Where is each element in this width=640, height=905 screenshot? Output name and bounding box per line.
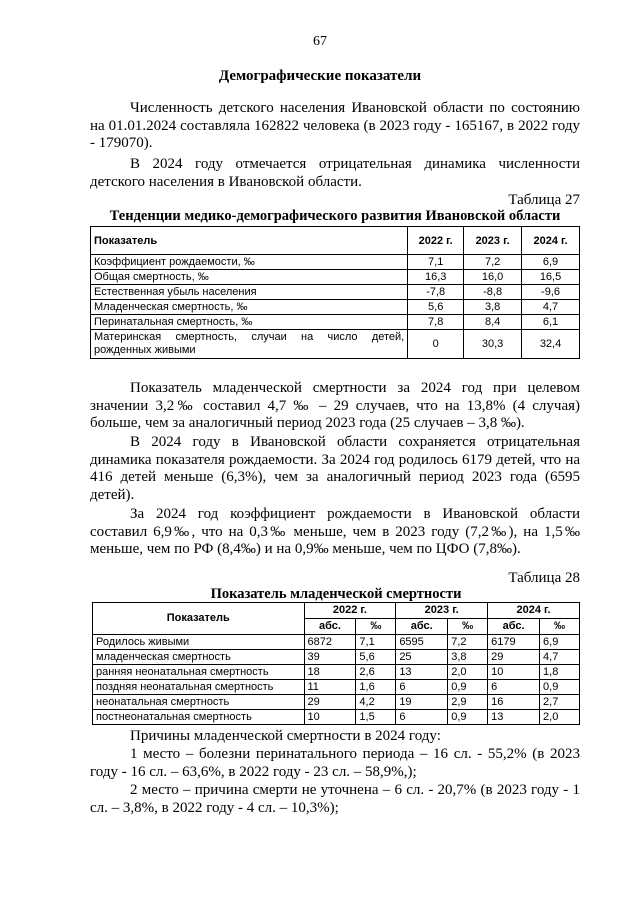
table27-cell: 7,8: [408, 315, 464, 330]
table28-cell: Родилось живыми: [93, 635, 305, 650]
table27-cell: 30,3: [464, 330, 522, 359]
table28-cell: 1,6: [356, 680, 396, 695]
paragraph-6: Причины младенческой смертности в 2024 году:: [130, 728, 441, 744]
table27-cell: 16,5: [522, 270, 580, 285]
table28-cell: 2,9: [448, 695, 488, 710]
paragraph-8: 2 место – причина смерти не уточнена – 6 сл. - 20,7% (в 2023 году - 1 сл. – 3,8%, в 2022 году - 4 сл. – 10,3%);: [90, 782, 580, 816]
table27-cell: -8,8: [464, 285, 522, 300]
table28-cell: 4,7: [540, 650, 580, 665]
table28-cell: 3,8: [448, 650, 488, 665]
table28-header-cell: Показатель: [93, 603, 305, 635]
page-number: 67: [313, 34, 327, 49]
table27-header-cell: Показатель: [91, 227, 408, 255]
table28-cell: 13: [488, 710, 540, 725]
table28-cell: 39: [304, 650, 356, 665]
table27-cell: -7,8: [408, 285, 464, 300]
table28-cell: 19: [396, 695, 448, 710]
table27-cell: 16,3: [408, 270, 464, 285]
table28-cell: 5,6: [356, 650, 396, 665]
table28-cell: 6872: [304, 635, 356, 650]
table27-cell: Естественная убыль населения: [91, 285, 408, 300]
table28-cell: 0,9: [448, 710, 488, 725]
table27-header-cell: 2024 г.: [522, 227, 580, 255]
table28-cell: 16: [488, 695, 540, 710]
table28-cell: 1,8: [540, 665, 580, 680]
table28-year-header: 2023 г.: [396, 603, 488, 619]
table27-cell: Перинатальная смертность, ‰: [91, 315, 408, 330]
table27-header-cell: 2023 г.: [464, 227, 522, 255]
table28-subheader-cell: абс.: [304, 619, 356, 635]
table28-subheader-cell: абс.: [396, 619, 448, 635]
table28-cell: 7,1: [356, 635, 396, 650]
table28-cell: 10: [304, 710, 356, 725]
table-row: [91, 330, 580, 359]
table-row: [91, 315, 580, 330]
table28-cell: 6: [488, 680, 540, 695]
table28-cell: 6595: [396, 635, 448, 650]
table28-title: Показатель младенческой смертности: [210, 586, 462, 602]
table27-cell: 8,4: [464, 315, 522, 330]
table28: [92, 602, 580, 725]
paragraph-7: 1 место – болезни перинатального периода – 16 сл. - 55,2% (в 2023 году - 16 сл. – 63,6%, в 2022 году - 23 сл. – 58,9%,);: [90, 746, 580, 780]
table27-cell: 7,2: [464, 255, 522, 270]
table28-cell: 18: [304, 665, 356, 680]
table28-cell: 2,6: [356, 665, 396, 680]
table28-cell: ранняя неонатальная смертность: [93, 665, 305, 680]
table28-cell: 7,2: [448, 635, 488, 650]
table-row: [91, 285, 580, 300]
paragraph-5: За 2024 год коэффициент рождаемости в Ивановской области составил 6,9‰, что на 0,3‰ меньше, чем в 2023 году (7,2‰), на 1,5‰ меньше, чем по РФ (8,4‰) и на 0,9‰ меньше, чем по ЦФО (7,8‰).: [90, 506, 580, 557]
table28-year-header: 2022 г.: [304, 603, 396, 619]
table28-subheader-cell: ‰: [540, 619, 580, 635]
table28-cell: 2,7: [540, 695, 580, 710]
table28-cell: 0,9: [448, 680, 488, 695]
table27-header-cell: 2022 г.: [408, 227, 464, 255]
table28-cell: постнеонатальная смертность: [93, 710, 305, 725]
table27-cell: Общая смертность, ‰: [91, 270, 408, 285]
table28-cell: 29: [488, 650, 540, 665]
table28-cell: 6179: [488, 635, 540, 650]
table-row: [93, 635, 580, 650]
table-row: [93, 710, 580, 725]
table27-header-row: [91, 227, 580, 255]
table27-cell: 4,7: [522, 300, 580, 315]
table-row: [93, 680, 580, 695]
table28-year-header: 2024 г.: [488, 603, 580, 619]
table28-cell: 1,5: [356, 710, 396, 725]
paragraph-2: В 2024 году отмечается отрицательная динамика численности детского населения в Ивановской области.: [90, 156, 580, 190]
table28-cell: 6: [396, 680, 448, 695]
paragraph-1: Численность детского населения Ивановской области по состоянию на 01.01.2024 составляла 162822 человека (в 2023 году - 165167, в 2022 году - 179070).: [90, 100, 580, 151]
table27-cell: Материнская смертность, случаи на число детей, рожденных живыми: [91, 330, 408, 359]
table28-cell: 29: [304, 695, 356, 710]
paragraph-3: Показатель младенческой смертности за 2024 год при целевом значении 3,2‰ составил 4,7 ‰ – 29 случаев, что на 13,8% (4 случая) больше, чем за аналогичный период 2023 года (25 случаев – 3,8 ‰).: [90, 380, 580, 431]
table-row: [93, 650, 580, 665]
section-title: Демографические показатели: [218, 68, 422, 84]
table28-cell: 4,2: [356, 695, 396, 710]
table27-cell: Коэффициент рождаемости, ‰: [91, 255, 408, 270]
table28-subheader-cell: ‰: [356, 619, 396, 635]
table28-cell: 0,9: [540, 680, 580, 695]
table-row: [91, 300, 580, 315]
table27-caption: Таблица 27: [508, 192, 580, 208]
table27-cell: 0: [408, 330, 464, 359]
table28-subheader-cell: абс.: [488, 619, 540, 635]
table28-cell: 6: [396, 710, 448, 725]
paragraph-4: В 2024 году в Ивановской области сохраняется отрицательная динамика показателя рождаемости. За 2024 год родилось 6179 детей, что на 416 детей меньше (6,3%), чем за аналогичный период 2023 года (6595 детей).: [90, 434, 580, 503]
table28-cell: неонатальная смертность: [93, 695, 305, 710]
table28-cell: 25: [396, 650, 448, 665]
table27-cell: 32,4: [522, 330, 580, 359]
table28-cell: 6,9: [540, 635, 580, 650]
table27-cell: -9,6: [522, 285, 580, 300]
table27-cell: 6,9: [522, 255, 580, 270]
table-row: [91, 270, 580, 285]
table27-title: Тенденции медико-демографического развития Ивановской области: [109, 208, 561, 224]
table28-cell: младенческая смертность: [93, 650, 305, 665]
table28-cell: 10: [488, 665, 540, 680]
table27-cell: 6,1: [522, 315, 580, 330]
table28-header-row: [93, 603, 580, 619]
table27-cell: 3,8: [464, 300, 522, 315]
table28-subheader-cell: ‰: [448, 619, 488, 635]
table28-cell: поздняя неонатальная смертность: [93, 680, 305, 695]
table28-caption: Таблица 28: [508, 570, 580, 586]
table-row: [91, 255, 580, 270]
table-row: [93, 695, 580, 710]
table28-cell: 2,0: [540, 710, 580, 725]
table27-cell: Младенческая смертность, ‰: [91, 300, 408, 315]
table28-cell: 13: [396, 665, 448, 680]
table27-cell: 16,0: [464, 270, 522, 285]
table27-cell: 5,6: [408, 300, 464, 315]
table27-cell: 7,1: [408, 255, 464, 270]
table28-cell: 2,0: [448, 665, 488, 680]
table27: [90, 226, 580, 359]
table-row: [93, 665, 580, 680]
table28-cell: 11: [304, 680, 356, 695]
